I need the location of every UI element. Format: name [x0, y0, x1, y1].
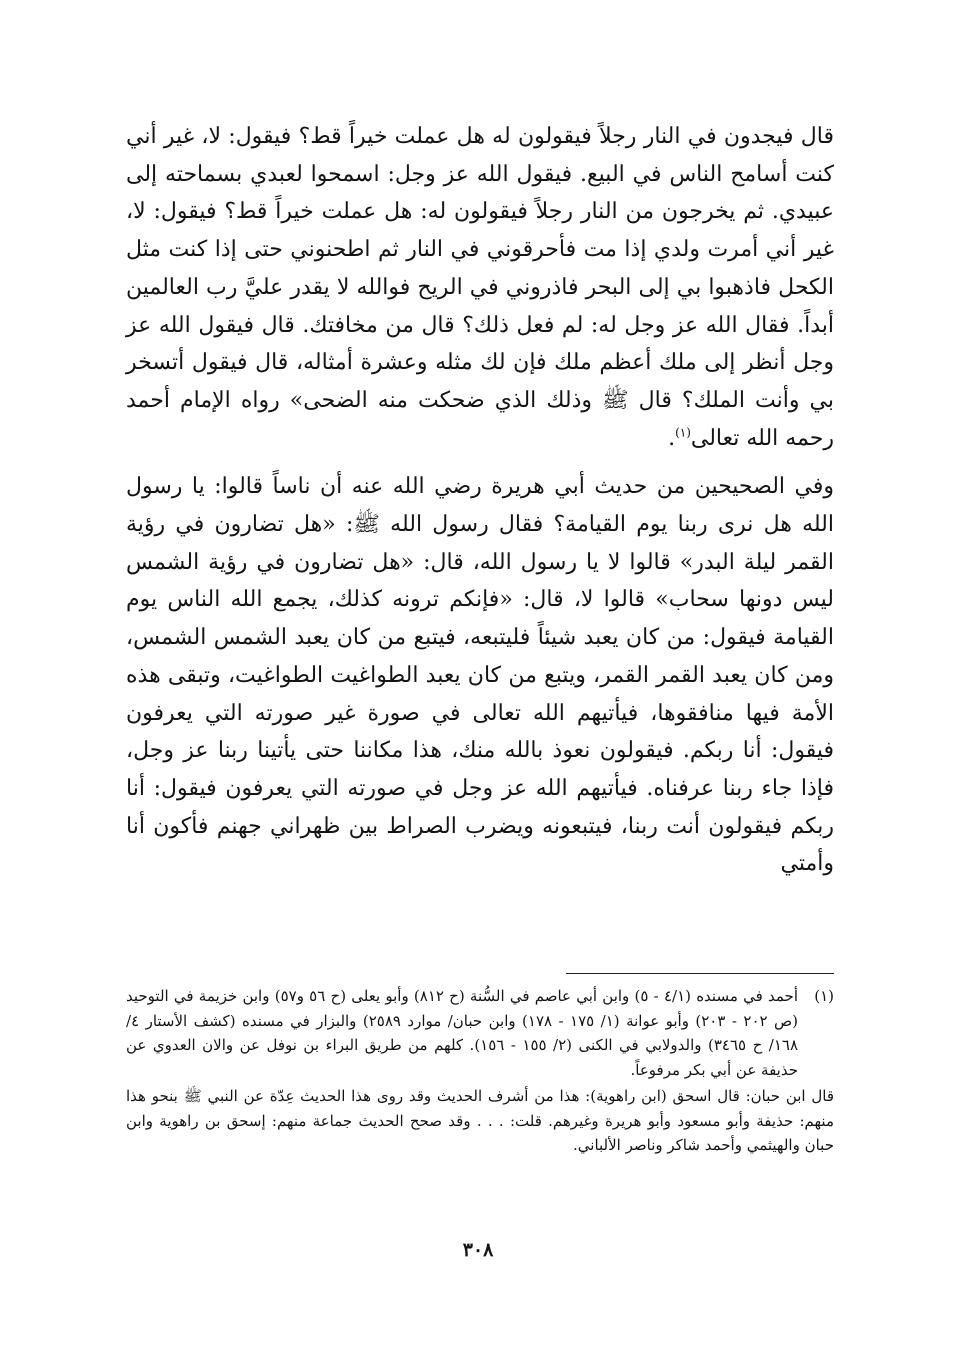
- footnotes-block: [126, 984, 834, 1158]
- footnote-1-text: أحمد في مسنده (٤/١ - ٥) وابن أبي عاصم في السُّنة (ح ٨١٢) وأبو يعلى (ح ٥٦ و٥٧) وابن خزيمة في التوحيد (ص ٢٠٢ - ٢٠٣) وأبو عوانة (١/ ١٧٥ - ١٧٨) وابن حبان/ موارد ٢٥٨٩) والبزار في مسنده (كشف الأستار ٤/ ١٦٨/ ح ٣٤٦٥) والدولابي في الكنى (٢/ ١٥٥ - ١٥٦). كلهم من طريق البراء بن نوفل عن والان العدوي عن حذيفة عن أبي بكر مرفوعاً.: [126, 987, 798, 1079]
- footnote-1: [126, 984, 834, 1082]
- paragraph-1-text: قال فيجدون في النار رجلاً فيقولون له هل عملت خيراً قط؟ فيقول: لا، غير أني كنت أسامح الناس في البيع. فيقول الله عز وجل: اسمحوا لعبدي بسماحته إلى عبيدي. ثم يخرجون من النار رجلاً فيقولون له: هل عملت خيراً قط؟ فيقول: لا، غير أني أمرت ولدي إذا مت فأحرقوني في النار ثم اطحنوني حتى إذا كنت مثل الكحل فاذهبوا بي إلى البحر فاذروني في الريح فوالله لا يقدر عليَّ رب العالمين أبداً. فقال الله عز وجل له: لم فعل ذلك؟ قال من مخافتك. قال فيقول الله عز وجل أنظر إلى ملك أعظم ملك فإن لك مثله وعشرة أمثاله، قال فيقول أتسخر بي وأنت الملك؟ قال ﷺ وذلك الذي ضحكت منه الضحى» رواه الإمام أحمد رحمه الله تعالى: [126, 124, 835, 451]
- main-text-block: [126, 118, 834, 883]
- footnote-number: (١): [814, 987, 834, 1005]
- page-number: ٣٠٨: [462, 1239, 494, 1261]
- footnote-ref-1: (١): [675, 425, 691, 440]
- paragraph-1: [126, 118, 834, 457]
- footnote-2: قال ابن حبان: قال اسحق (ابن راهوية): هذا من أشرف الحديث وقد روى هذا الحديث عِدّة عن النبي ﷺ بنحو هذا منهم: حذيفة وأبو مسعود وأبو هريرة وغيرهم. قلت: . . . وقد صحح الحديث جماعة منهم: إسحق بن راهوية وابن حبان والهيثمي وأحمد شاكر وناصر الألباني.: [126, 1087, 834, 1154]
- paragraph-2: وفي الصحيحين من حديث أبي هريرة رضي الله عنه أن ناساً قالوا: يا رسول الله هل نرى ربنا يوم القيامة؟ فقال رسول الله ﷺ: «هل تضارون في رؤية القمر ليلة البدر» قالوا لا يا رسول الله، قال: «هل تضارون في رؤية الشمس ليس دونها سحاب» قالوا لا، قال: «فإنكم ترونه كذلك، يجمع الله الناس يوم القيامة فيقول: من كان يعبد شيئاً فليتبعه، فيتبع من كان يعبد الشمس الشمس، ومن كان يعبد القمر القمر، ويتبع من كان يعبد الطواغيت الطواغيت، وتبقى هذه الأمة فيها منافقوها، فيأتيهم الله تعالى في صورة غير صورته التي يعرفون فيقول: أنا ربكم. فيقولون نعوذ بالله منك، هذا مكاننا حتى يأتينا ربنا عز وجل، فإذا جاء ربنا عرفناه. فيأتيهم الله عز وجل في صورته التي يعرفون فيقول: أنا ربكم فيقولون أنت ربنا، فيتبعونه ويضرب الصراط بين ظهراني جهنم فأكون أنا وأمتي: [126, 474, 834, 877]
- footnote-separator: [566, 973, 834, 974]
- paragraph-1-end: .: [668, 425, 676, 451]
